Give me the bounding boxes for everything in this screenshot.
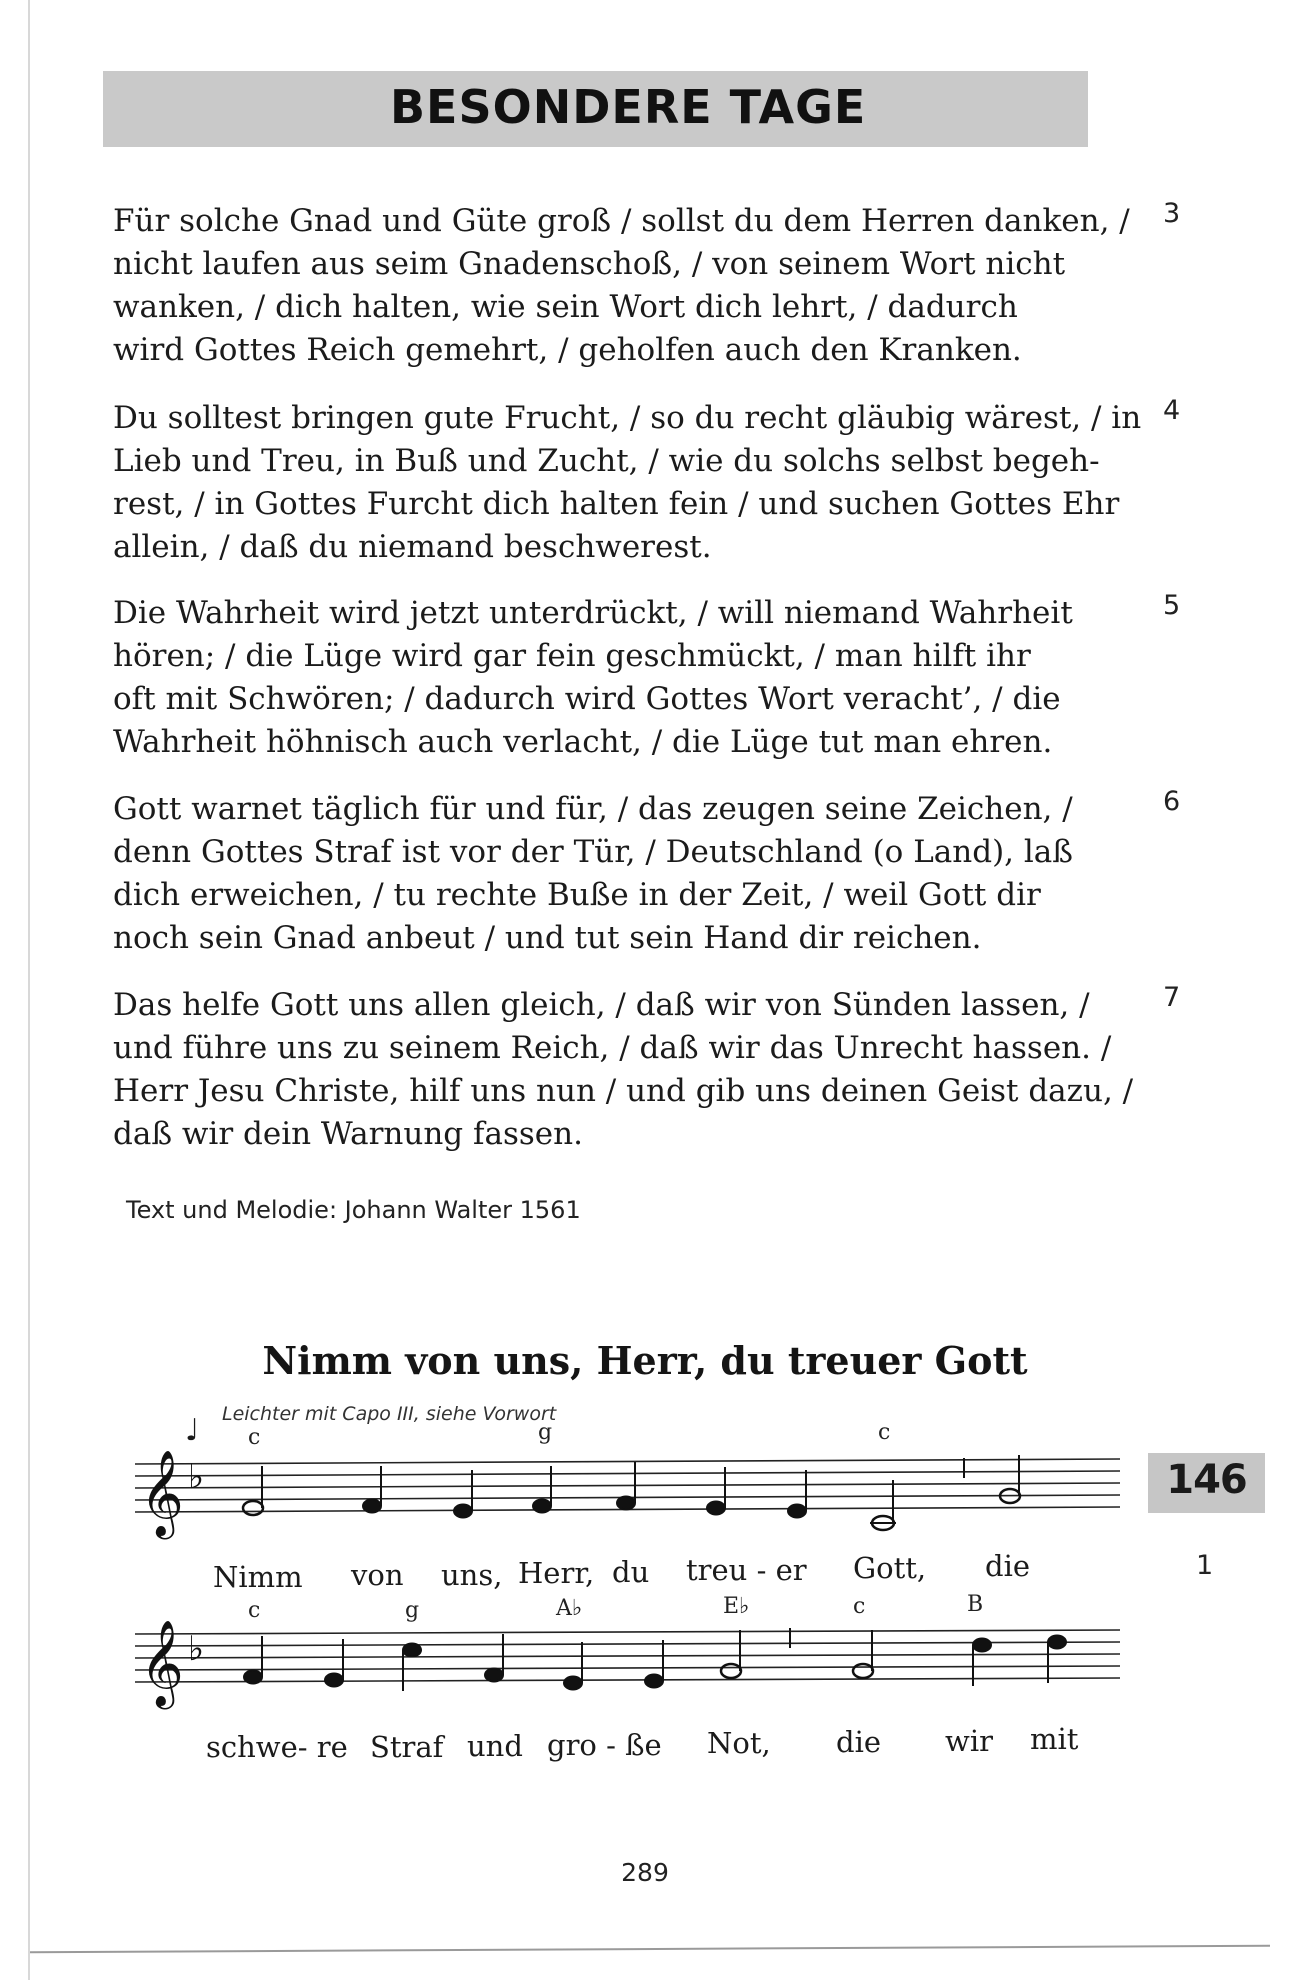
lyric-syllable: Nimm [213, 1560, 303, 1594]
stanza-line: allein, / daß du niemand beschwerest. [113, 529, 712, 565]
stanza-line: noch sein Gnad anbeut / und tut sein Hand dir reichen. [113, 920, 982, 956]
stanza-line: wanken, / dich halten, wie sein Wort dich lehrt, / dadurch [113, 289, 1018, 325]
stanza-line: Die Wahrheit wird jetzt unterdrückt, / will niemand Wahrheit [113, 595, 1073, 631]
lyric-syllable: und [467, 1729, 523, 1763]
chord-symbol: g [405, 1598, 420, 1623]
stanza-line: und führe uns zu seinem Reich, / daß wir das Unrecht hassen. / [113, 1030, 1112, 1066]
page-number: 289 [621, 1858, 669, 1887]
stanza-line: oft mit Schwören; / dadurch wird Gottes Wort veracht’, / die [113, 681, 1061, 717]
song-verse-number: 1 [1196, 1550, 1214, 1581]
stanza-line: Das helfe Gott uns allen gleich, / daß wir von Sünden lassen, / [113, 987, 1090, 1023]
stanza-line: hören; / die Lüge wird gar fein geschmückt, / man hilft ihr [113, 638, 1031, 674]
stanza-line: rest, / in Gottes Furcht dich halten fein / und suchen Gottes Ehr [113, 486, 1120, 522]
stanza-line: denn Gottes Straf ist vor der Tür, / Deutschland (o Land), laß [113, 834, 1073, 870]
quarter-note-tempo-icon: ♩ [185, 1413, 200, 1448]
lyric-syllable: gro - ße [547, 1728, 662, 1762]
lyric-syllable: Straf [370, 1730, 444, 1764]
verse-number-7: 7 [1163, 982, 1181, 1013]
chord-symbol: A♭ [556, 1596, 583, 1621]
lyric-syllable: von [351, 1558, 404, 1592]
lyric-syllable: die [836, 1725, 882, 1759]
song-title: Nimm von uns, Herr, du treuer Gott [262, 1338, 1028, 1383]
lyric-syllable: Not, [707, 1726, 771, 1760]
chord-symbol: c [248, 1598, 261, 1623]
stanza-line: Herr Jesu Christe, hilf uns nun / und gib uns deinen Geist dazu, / [113, 1073, 1134, 1109]
lyric-syllable: schwe- re [206, 1730, 348, 1764]
treble-clef-icon: 𝄞 [140, 1450, 184, 1536]
verse-number-4: 4 [1163, 395, 1181, 426]
stanza-line: nicht laufen aus seim Gnadenschoß, / von seinem Wort nicht [113, 246, 1066, 282]
stanza-line: daß wir dein Warnung fassen. [113, 1116, 583, 1152]
lyric-syllable: uns, [441, 1558, 503, 1592]
lyric-syllable: wir [945, 1724, 993, 1758]
lyric-syllable: du [612, 1555, 650, 1589]
chord-symbol: E♭ [723, 1594, 750, 1619]
stanza-line: wird Gottes Reich gemehrt, / geholfen auch den Kranken. [113, 332, 1022, 368]
stanza-line: Für solche Gnad und Güte groß / sollst du dem Herren danken, / [113, 203, 1130, 239]
lyric-syllable: Gott, [853, 1551, 927, 1585]
key-flat-icon: ♭ [188, 1457, 205, 1497]
chord-symbol: c [248, 1425, 261, 1450]
stanza-line: Lieb und Treu, in Buß und Zucht, / wie du solchs selbst begeh- [113, 443, 1100, 479]
stanza-line: Du solltest bringen gute Frucht, / so du recht gläubig wärest, / in [113, 400, 1142, 436]
key-flat-icon: ♭ [188, 1629, 205, 1669]
chord-symbol: c [853, 1594, 866, 1619]
chord-symbol: c [878, 1420, 891, 1445]
stanza-line: Wahrheit höhnisch auch verlacht, / die Lüge tut man ehren. [113, 724, 1053, 760]
staff-1-notes [243, 1455, 1020, 1530]
lyric-syllable: treu - er [686, 1553, 807, 1587]
stanza-line: Gott warnet täglich für und für, / das zeugen seine Zeichen, / [113, 791, 1073, 827]
treble-clef-icon: 𝄞 [140, 1620, 184, 1706]
lyric-syllable: mit [1030, 1722, 1079, 1756]
chord-symbol: B [967, 1592, 984, 1617]
text-melody-credit: Text und Melodie: Johann Walter 1561 [126, 1196, 581, 1224]
stanza-line: dich erweichen, / tu rechte Buße in der Zeit, / weil Gott dir [113, 877, 1041, 913]
lyric-syllable: Herr, [518, 1556, 595, 1590]
section-title: BESONDERE TAGE [390, 80, 867, 134]
capo-note: Leichter mit Capo III, siehe Vorwort [222, 1403, 557, 1425]
verse-number-3: 3 [1163, 198, 1181, 229]
chord-symbol: g [538, 1420, 553, 1445]
song-number: 146 [1166, 1457, 1247, 1503]
verse-number-5: 5 [1163, 590, 1181, 621]
verse-number-6: 6 [1163, 786, 1181, 817]
lyric-syllable: die [985, 1549, 1031, 1583]
